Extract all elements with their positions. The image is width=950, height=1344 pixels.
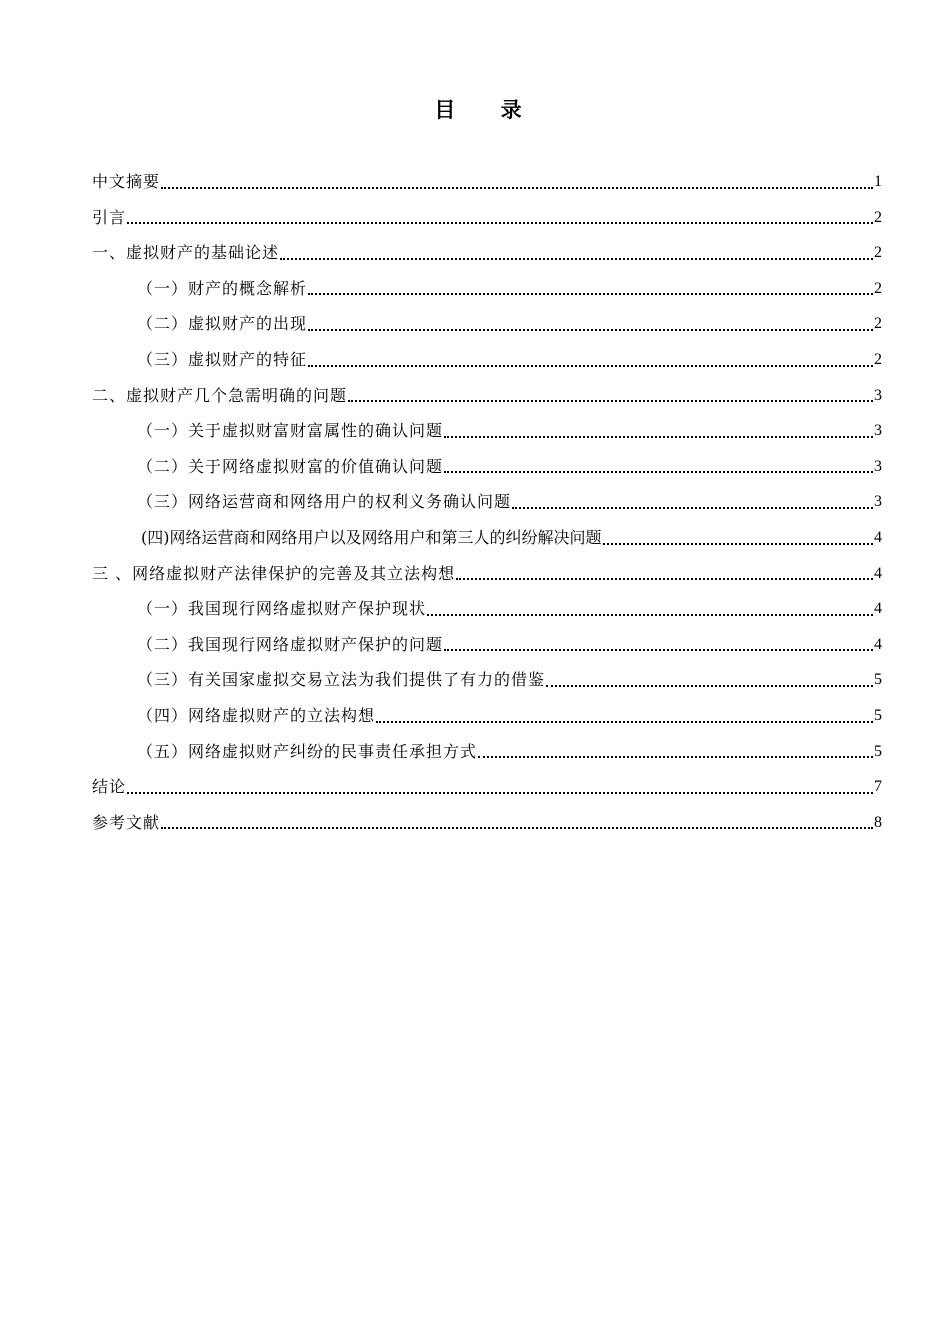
toc-page-number: 2 (874, 350, 882, 368)
dot-leader (444, 436, 873, 438)
toc-entry-text: （三）有关国家虚拟交易立法为我们提供了有力的借鉴 (137, 670, 546, 690)
toc-page-number: 3 (874, 386, 882, 404)
toc-entry-text: （四）网络虚拟财产的立法构想 (137, 705, 376, 725)
toc-page-number: 7 (874, 778, 882, 796)
dot-leader (603, 543, 874, 545)
toc-subentry[interactable] (92, 662, 882, 698)
toc-page-number: 4 (874, 635, 882, 653)
toc-entry-text: （五）网络虚拟财产纠纷的民事责任承担方式 (137, 741, 478, 761)
toc-entry-text: 三 、网络虚拟财产法律保护的完善及其立法构想 (92, 563, 456, 583)
dot-leader (308, 293, 873, 295)
toc-entry-text: 一、虚拟财产的基础论述 (92, 243, 280, 263)
toc-entry-text: (四)网络运营商和网络用户以及网络用户和第三人的纠纷解决问题 (141, 527, 602, 547)
toc-page-number: 8 (874, 813, 882, 831)
dot-leader (127, 222, 873, 224)
toc-subentry[interactable] (92, 627, 882, 663)
toc-entry[interactable] (92, 769, 882, 805)
toc-page-number: 3 (874, 493, 882, 511)
toc-subentry[interactable] (92, 342, 882, 378)
toc-entry-text: （二）关于网络虚拟财富的价值确认问题 (137, 456, 444, 476)
dot-leader (478, 756, 873, 758)
toc-page-number: 5 (874, 671, 882, 689)
dot-leader (280, 258, 873, 260)
toc-page-number: 4 (874, 528, 882, 546)
toc-page-number: 2 (874, 279, 882, 297)
toc-subentry[interactable] (92, 306, 882, 342)
toc-subentry[interactable] (92, 484, 882, 520)
toc-entry-text: 参考文献 (92, 812, 161, 832)
toc-page-number: 2 (874, 244, 882, 262)
toc-subentry[interactable] (92, 520, 882, 556)
dot-leader (456, 578, 873, 580)
toc-entry-text: 结论 (92, 777, 127, 797)
toc-page-number: 3 (874, 457, 882, 475)
toc-subentry[interactable] (92, 413, 882, 449)
toc-page-number: 4 (874, 600, 882, 618)
dot-leader (127, 792, 873, 794)
toc-entry-text: 二、虚拟财产几个急需明确的问题 (92, 385, 348, 405)
toc-page-number: 4 (874, 564, 882, 582)
toc-entry[interactable] (92, 378, 882, 414)
table-of-contents (92, 164, 882, 840)
toc-page-number: 2 (874, 315, 882, 333)
toc-entry[interactable] (92, 556, 882, 592)
dot-leader (427, 614, 873, 616)
dot-leader (161, 187, 873, 189)
toc-entry[interactable] (92, 235, 882, 271)
toc-entry-text: （一）我国现行网络虚拟财产保护现状 (137, 599, 427, 619)
toc-page-number: 5 (874, 706, 882, 724)
toc-entry-text: （一）关于虚拟财富财富属性的确认问题 (137, 421, 444, 441)
dot-leader (376, 721, 873, 723)
dot-leader (444, 649, 873, 651)
toc-subentry[interactable] (92, 449, 882, 485)
toc-page-number: 3 (874, 422, 882, 440)
toc-entry-text: （二）我国现行网络虚拟财产保护的问题 (137, 634, 444, 654)
toc-entry-text: 中文摘要 (92, 172, 161, 191)
toc-entry-text: 引言 (92, 207, 127, 227)
dot-leader (348, 400, 873, 402)
dot-leader (444, 471, 873, 473)
toc-entry[interactable] (92, 200, 882, 236)
dot-leader (546, 685, 873, 687)
toc-page-number: 5 (874, 742, 882, 760)
dot-leader (161, 827, 873, 829)
toc-subentry[interactable] (92, 591, 882, 627)
dot-leader (308, 329, 873, 331)
page-title: 目 录 (434, 98, 541, 122)
toc-subentry[interactable] (92, 698, 882, 734)
toc-subentry[interactable] (92, 734, 882, 770)
toc-entry-text: （三）网络运营商和网络用户的权利义务确认问题 (137, 492, 512, 512)
toc-subentry[interactable] (92, 271, 882, 307)
toc-entry[interactable] (92, 805, 882, 841)
toc-entry-text: （二）虚拟财产的出现 (137, 314, 308, 334)
dot-leader (308, 365, 873, 367)
toc-entry[interactable] (92, 164, 882, 200)
toc-entry-text: （一）财产的概念解析 (137, 278, 308, 298)
toc-entry-text: （三）虚拟财产的特征 (137, 349, 308, 369)
toc-page-number: 1 (874, 173, 882, 190)
dot-leader (512, 507, 873, 509)
toc-page-number: 2 (874, 208, 882, 226)
